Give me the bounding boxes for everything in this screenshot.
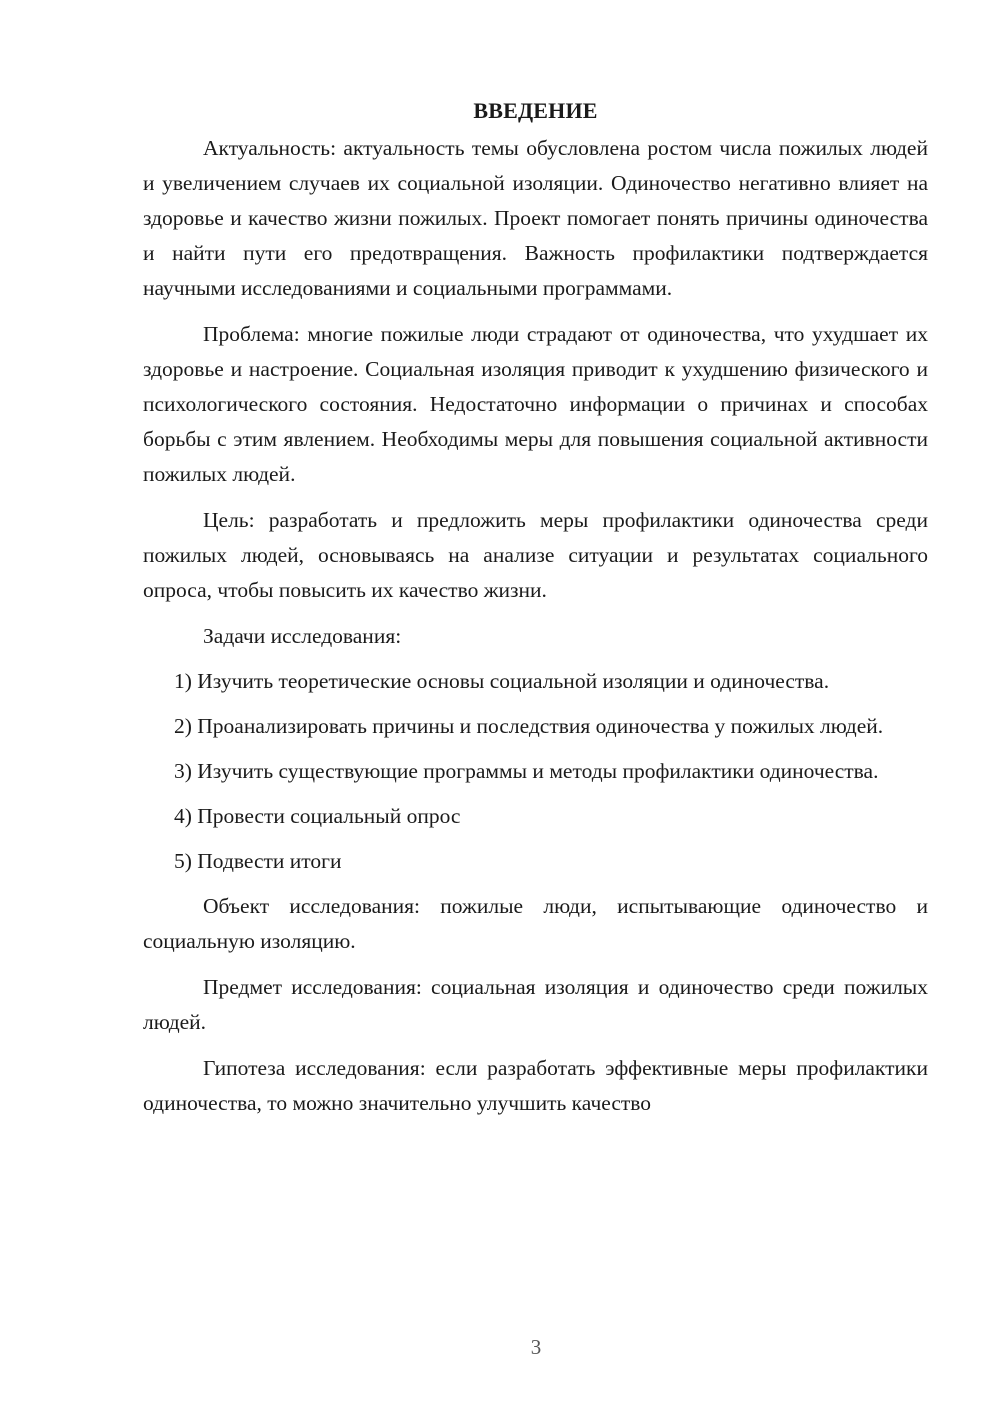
paragraph-hypothesis: Гипотеза исследования: если разработать эффективные меры профилактики одиночества, то можно значительно улучшить качество	[143, 1056, 928, 1115]
task-item-3: 3) Изучить существующие программы и методы профилактики одиночества.	[174, 759, 879, 783]
paragraph-subject: Предмет исследования: социальная изоляция и одиночество среди пожилых людей.	[143, 975, 928, 1034]
tasks-title: Задачи исследования:	[203, 624, 402, 648]
page-number: 3	[530, 1335, 542, 1359]
paragraph-goal: Цель: разработать и предложить меры профилактики одиночества среди пожилых людей, основываясь на анализе ситуации и результатах социального опроса, чтобы повысить их качество жизни.	[143, 508, 928, 602]
task-item-4: 4) Провести социальный опрос	[174, 804, 461, 828]
task-item-1: 1) Изучить теоретические основы социальной изоляции и одиночества.	[174, 669, 830, 693]
document-page	[143, 95, 928, 1132]
task-item-2: 2) Проанализировать причины и последствия одиночества у пожилых людей.	[174, 714, 884, 738]
paragraph-problem: Проблема: многие пожилые люди страдают от одиночества, что ухудшает их здоровье и настроение. Социальная изоляция приводит к ухудшению физического и психологического состояния. Недостаточно информации о причинах и способах борьбы с этим явлением. Необходимы меры для повышения социальной активности пожилых людей.	[143, 322, 928, 486]
paragraph-object: Объект исследования: пожилые люди, испытывающие одиночество и социальную изоляцию.	[143, 894, 928, 953]
section-heading: ВВЕДЕНИЕ	[473, 98, 598, 123]
task-item-5: 5) Подвести итоги	[174, 849, 342, 873]
paragraph-relevance: Актуальность: актуальность темы обусловлена ростом числа пожилых людей и увеличением случаев их социальной изоляции. Одиночество негативно влияет на здоровье и качество жизни пожилых. Проект помогает понять причины одиночества и найти пути его предотвращения. Важность профилактики подтверждается научными исследованиями и социальными программами.	[143, 136, 928, 300]
